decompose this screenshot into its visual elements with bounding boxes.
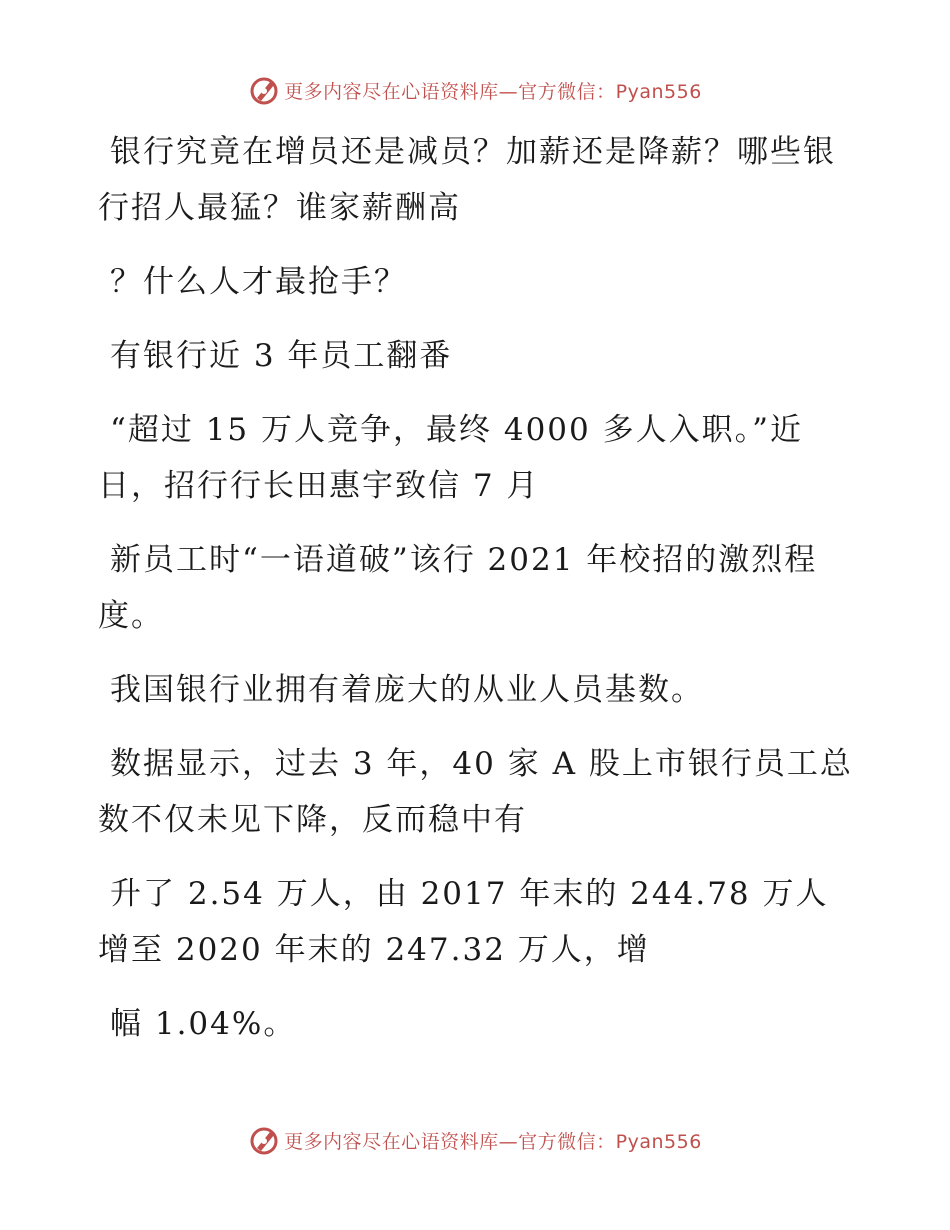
paragraph-7: 数据显示，过去 3 年，40 家 A 股上市银行员工总数不仅未见下降，反而稳中有 bbox=[98, 746, 853, 838]
paragraph-6: 我国银行业拥有着庞大的从业人员基数。 bbox=[110, 672, 704, 708]
footer-banner-inner bbox=[248, 1124, 702, 1156]
paragraph-5: 新员工时“一语道破”该行 2021 年校招的激烈程度。 bbox=[98, 542, 818, 634]
footer-banner bbox=[0, 1120, 950, 1160]
pen-circle-icon bbox=[248, 74, 280, 106]
paragraph-8: 升了 2.54 万人，由 2017 年末的 244.78 万人增至 2020 年末的 247.32 万人，增 bbox=[98, 876, 829, 968]
header-banner bbox=[0, 70, 950, 110]
paragraph-1: 银行究竟在增员还是减员？加薪还是降薪？哪些银行招人最猛？谁家薪酬高 bbox=[98, 134, 836, 226]
header-banner-inner bbox=[248, 74, 702, 106]
document-body bbox=[98, 124, 858, 1052]
paragraph-4: “超过 15 万人竞争，最终 4000 多人入职。”近日，招行行长田惠宇致信 7 月 bbox=[98, 412, 803, 504]
header-banner-text: 更多内容尽在心语资料库—官方微信：Pyan556 bbox=[284, 80, 702, 103]
footer-banner-text: 更多内容尽在心语资料库—官方微信：Pyan556 bbox=[284, 1130, 702, 1153]
paragraph-2: ？什么人才最抢手？ bbox=[110, 264, 407, 300]
paragraph-3: 有银行近 3 年员工翻番 bbox=[110, 338, 453, 374]
paragraph-9: 幅 1.04%。 bbox=[110, 1006, 297, 1042]
pen-circle-icon bbox=[248, 1124, 280, 1156]
